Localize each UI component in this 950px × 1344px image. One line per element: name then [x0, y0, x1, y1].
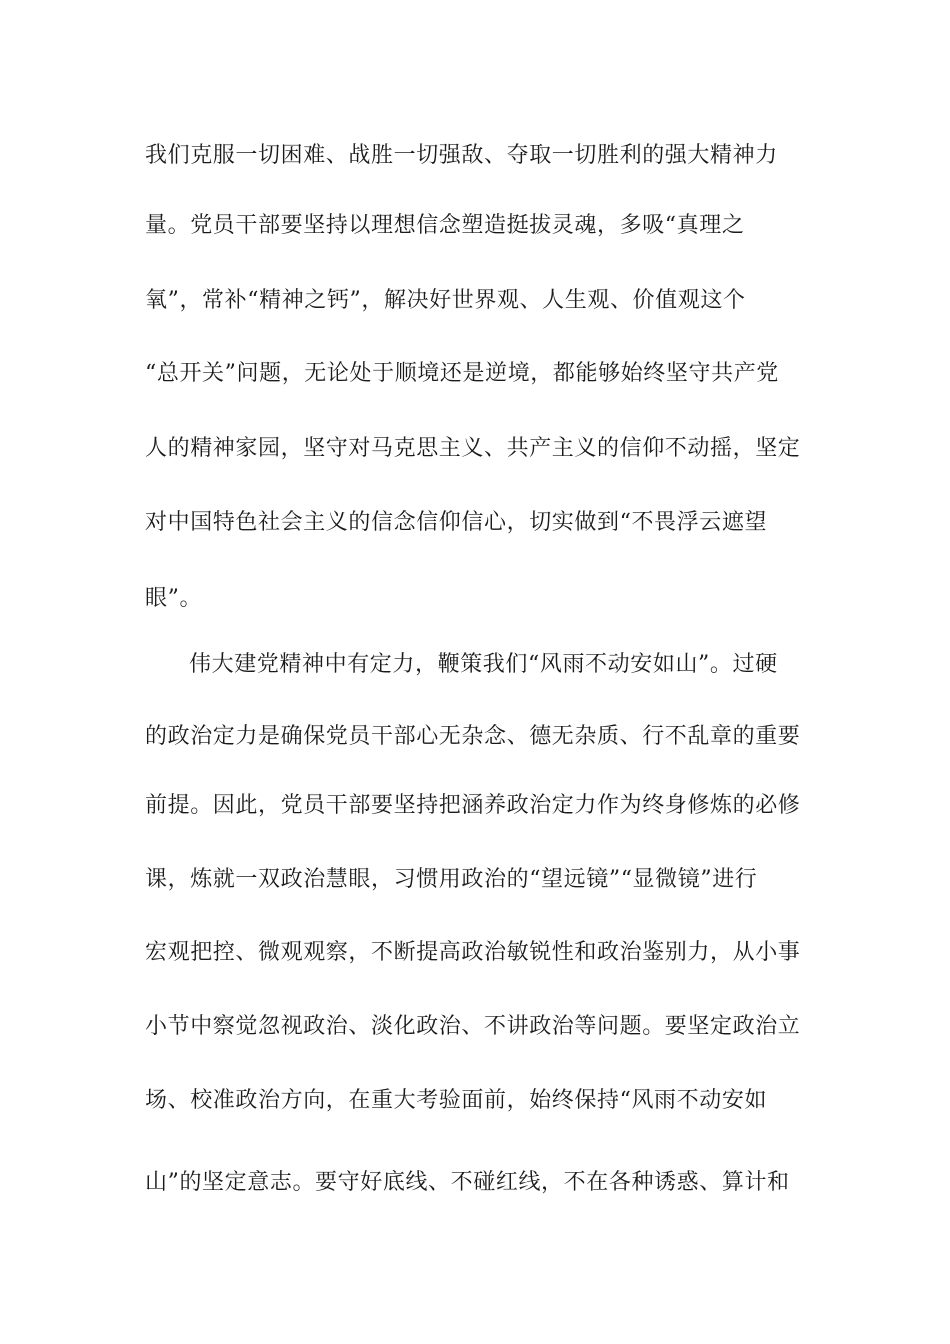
text-line-5: 人的精神家园，坚守对马克思主义、共产主义的信仰不动摇，坚定: [145, 436, 801, 461]
text-line-14: 场、校准政治方向，在重大考验面前，始终保持“风雨不动安如: [145, 1088, 768, 1113]
text-line-8: 伟大建党精神中有定力，鞭策我们“风雨不动安如山”。过硬: [189, 652, 778, 677]
text-line-15: 山”的坚定意志。要守好底线、不碰红线，不在各种诱惑、算计和: [145, 1170, 790, 1195]
text-line-11: 课，炼就一双政治慧眼，习惯用政治的“望远镜”“显微镜”进行: [145, 867, 758, 892]
text-line-2: 量。党员干部要坚持以理想信念塑造挺拔灵魂，多吸“真理之: [145, 213, 745, 238]
text-line-7: 眼”。: [145, 586, 203, 611]
text-line-1: 我们克服一切困难、战胜一切强敌、夺取一切胜利的强大精神力: [145, 143, 778, 168]
text-line-4: “总开关”问题，无论处于顺境还是逆境，都能够始终坚守共产党: [145, 361, 779, 386]
text-line-13: 小节中察觉忽视政治、淡化政治、不讲政治等问题。要坚定政治立: [145, 1014, 801, 1039]
text-line-6: 对中国特色社会主义的信念信仰信心，切实做到“不畏浮云遮望: [145, 510, 768, 535]
text-line-12: 宏观把控、微观观察，不断提高政治敏锐性和政治鉴别力，从小事: [145, 940, 801, 965]
text-line-10: 前提。因此，党员干部要坚持把涵养政治定力作为终身修炼的必修: [145, 793, 801, 818]
text-line-3: 氧”，常补“精神之钙”，解决好世界观、人生观、价值观这个: [145, 288, 746, 313]
text-line-9: 的政治定力是确保党员干部心无杂念、德无杂质、行不乱章的重要: [145, 724, 801, 749]
